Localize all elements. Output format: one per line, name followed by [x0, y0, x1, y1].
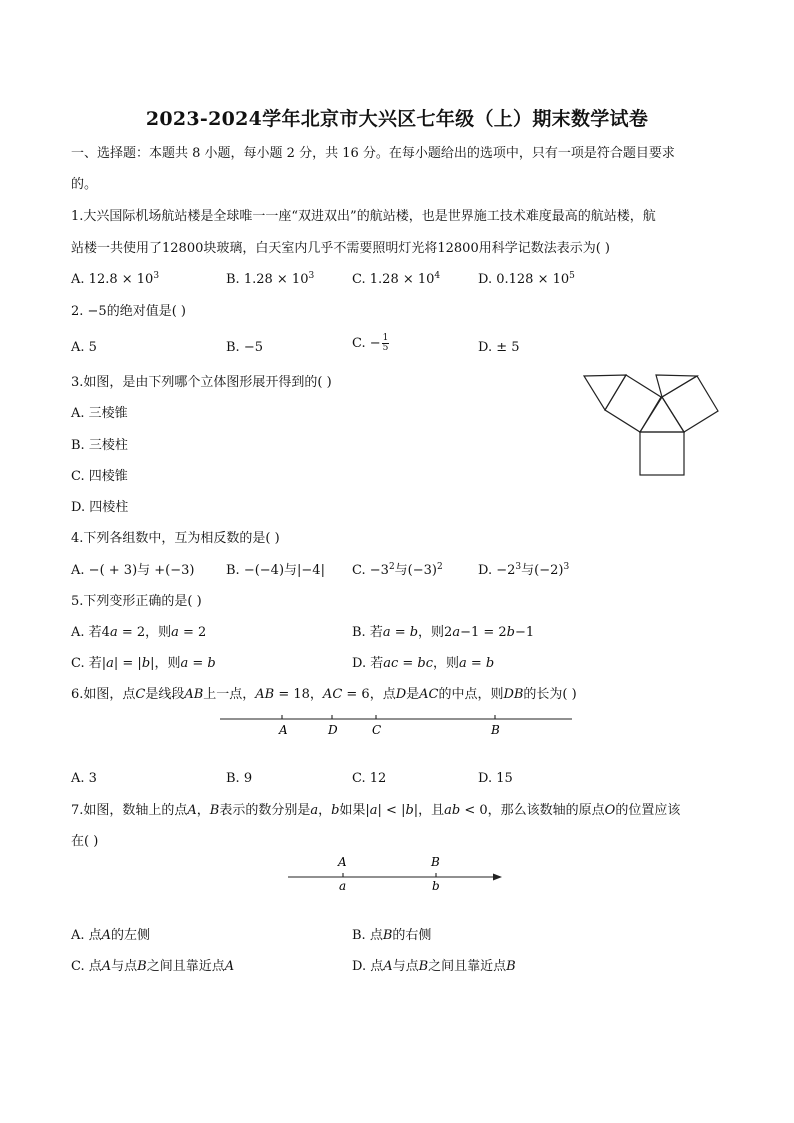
section-instructions-line1: 一、选择题：本题共 8 小题，每小题 2 分，共 16 分。在每小题给出的选项中，只有一项是符合题目要求	[71, 146, 675, 161]
q7-option-c: C. 点𝐴与点𝐵之间且靠近点𝐴	[71, 959, 235, 974]
label-point-b: B	[431, 855, 440, 869]
q3-option-d: D. 四棱柱	[71, 500, 129, 515]
label-value-a: a	[339, 879, 347, 893]
q6-option-b: B. 9	[226, 771, 253, 786]
net-right-square	[662, 376, 718, 432]
section-instructions-line2: 的。	[71, 177, 98, 192]
net-bottom-square	[640, 432, 684, 475]
label-point-a: A	[279, 723, 288, 737]
q6-option-c: C. 12	[352, 771, 387, 786]
q5-stem: 5.下列变形正确的是( )	[71, 594, 202, 609]
label-point-b: B	[491, 723, 500, 737]
q1-stem-line1: 1.大兴国际机场航站楼是全球唯一一座“双进双出”的航站楼，也是世界施工技术难度最高的航站楼，航	[71, 209, 656, 224]
q4-option-d: D. $-2^3$与$(-2)^3$	[478, 562, 570, 578]
q3-stem: 3.如图，是由下列哪个立体图形展开得到的( )	[71, 375, 332, 390]
label-point-d: D	[328, 723, 338, 737]
q6-option-a: A. 3	[71, 771, 97, 786]
q1-option-b: B. $1.28 \times 10^3$	[226, 271, 315, 287]
q2-option-a: A. 5	[71, 340, 97, 355]
net-left-square	[605, 375, 661, 432]
q7-stem-line1: 7.如图，数轴上的点𝐴，𝐵表示的数分别是𝑎，𝑏如果|𝑎| < |𝑏|，且𝑎𝑏 < 0，那么该数轴的原点𝑂的位置应该	[71, 803, 681, 818]
q7-option-d: D. 点𝐴与点𝐵之间且靠近点𝐵	[352, 959, 516, 974]
q2-option-b: B. −5	[226, 340, 263, 355]
q2-option-c: C. − $\frac{1}{5}$	[352, 333, 389, 353]
q5-option-b: B. 若𝑎 = 𝑏，则2𝑎−1 = 2𝑏−1	[352, 625, 535, 640]
q4-option-c: C. $-3^2$与$(-3)^2$	[352, 562, 443, 578]
q6-segment-figure	[218, 710, 576, 740]
q1-option-a: A. $12.8 \times 10^3$	[71, 271, 160, 287]
q3-option-c: C. 四棱锥	[71, 469, 128, 484]
net-center-triangle	[640, 397, 684, 432]
label-value-b: b	[432, 879, 440, 893]
net-left-triangle	[584, 375, 626, 410]
label-point-a: A	[338, 855, 347, 869]
q2-stem: 2. −5的绝对值是( )	[71, 304, 186, 319]
q4-stem: 4.下列各组数中，互为相反数的是( )	[71, 531, 280, 546]
q3-option-b: B. 三棱柱	[71, 438, 128, 453]
q7-stem-line2: 在( )	[71, 834, 99, 849]
net-right-triangle	[656, 375, 697, 397]
q5-option-a: A. 若4𝑎 = 2，则𝑎 = 2	[71, 625, 207, 640]
q5-option-d: D. 若𝑎𝑐 = 𝑏𝑐，则𝑎 = 𝑏	[352, 656, 495, 671]
q7-option-b: B. 点𝐵的右侧	[352, 928, 432, 943]
arrow-right-icon	[493, 874, 502, 881]
q3-net-figure	[578, 370, 724, 480]
q7-option-a: A. 点𝐴的左侧	[71, 928, 151, 943]
q6-stem: 6.如图，点𝐶是线段𝐴𝐵上一点，𝐴𝐵 = 18，𝐴𝐶 = 6，点𝐷是𝐴𝐶的中点，则𝐷𝐵的长为( )	[71, 687, 577, 702]
q2-option-d: D. ± 5	[478, 340, 520, 355]
q4-option-b: B. −(−4)与|−4|	[226, 563, 325, 578]
q3-option-a: A. 三棱锥	[71, 406, 128, 421]
q7-number-line-figure	[284, 852, 508, 894]
fraction: $\frac{1}{5}$	[382, 333, 389, 353]
page-title: 2023-2024学年北京市大兴区七年级（上）期末数学试卷	[145, 108, 649, 130]
q1-option-c: C. $1.28 \times 10^4$	[352, 271, 441, 287]
q1-option-d: D. $0.128 \times 10^5$	[478, 271, 575, 287]
q6-option-d: D. 15	[478, 771, 513, 786]
q5-option-c: C. 若|𝑎| = |𝑏|，则𝑎 = 𝑏	[71, 656, 216, 671]
q1-stem-line2: 站楼一共使用了12800块玻璃，白天室内几乎不需要照明灯光将12800用科学记数法表示为( )	[71, 241, 610, 256]
label-point-c: C	[372, 723, 382, 737]
q4-option-a: A. −( + 3)与 +(−3)	[71, 563, 195, 578]
